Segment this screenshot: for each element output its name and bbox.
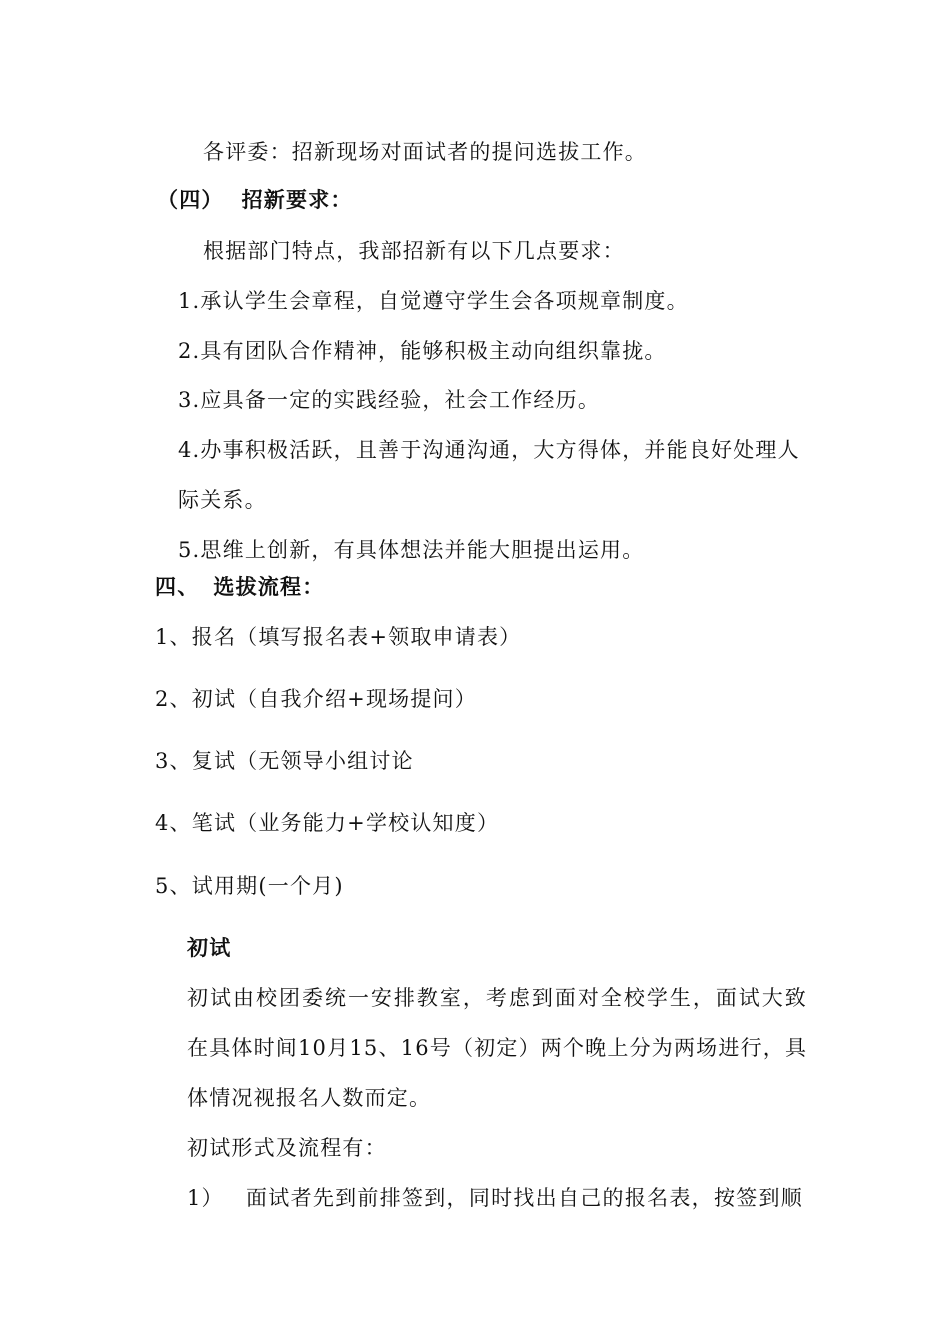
requirement-item-4: 4.办事积极活跃，且善于沟通沟通，大方得体，并能良好处理人 <box>178 438 800 462</box>
process-step-5: 5、试用期(一个月) <box>155 874 344 898</box>
preliminary-title: 初试 <box>187 935 232 960</box>
process-heading-text: 选拔流程： <box>213 574 325 599</box>
requirement-item-1: 1.承认学生会章程，自觉遵守学生会各项规章制度。 <box>178 289 689 313</box>
requirements-heading-text: 招新要求： <box>241 187 353 212</box>
process-heading <box>155 573 324 601</box>
preliminary-paragraph-line-2: 在具体时间10月15、16号（初定）两个晚上分为两场进行，具 <box>187 1036 808 1060</box>
judges-duty-line: 各评委：招新现场对面试者的提问选拔工作。 <box>203 140 647 164</box>
requirements-heading <box>157 186 353 214</box>
preliminary-paragraph-line-1: 初试由校团委统一安排教室，考虑到面对全校学生，面试大致 <box>187 986 807 1010</box>
requirements-heading-prefix: （四） <box>157 187 224 212</box>
requirement-item-3: 3.应具备一定的实践经验，社会工作经历。 <box>178 388 601 412</box>
requirement-item-2: 2.具有团队合作精神，能够积极主动向组织靠拢。 <box>178 339 667 363</box>
requirements-intro: 根据部门特点，我部招新有以下几点要求： <box>203 239 625 263</box>
process-step-2: 2、初试（自我介绍+现场提问） <box>155 687 477 711</box>
preliminary-list-item-1 <box>187 1184 803 1212</box>
requirement-item-5: 5.思维上创新，有具体想法并能大胆提出运用。 <box>178 538 645 562</box>
process-heading-prefix: 四、 <box>155 574 200 599</box>
list-item-text: 面试者先到前排签到，同时找出自己的报名表，按签到顺 <box>246 1186 803 1210</box>
process-step-4: 4、笔试（业务能力+学校认知度） <box>155 811 500 835</box>
list-marker: 1） <box>187 1186 224 1210</box>
process-step-1: 1、报名（填写报名表+领取申请表） <box>155 625 522 649</box>
process-step-3: 3、复试（无领导小组讨论 <box>155 749 414 773</box>
preliminary-paragraph-line-3: 体情况视报名人数而定。 <box>187 1086 432 1110</box>
preliminary-form-intro: 初试形式及流程有： <box>187 1136 387 1160</box>
requirement-item-4-continued: 际关系。 <box>178 488 267 512</box>
